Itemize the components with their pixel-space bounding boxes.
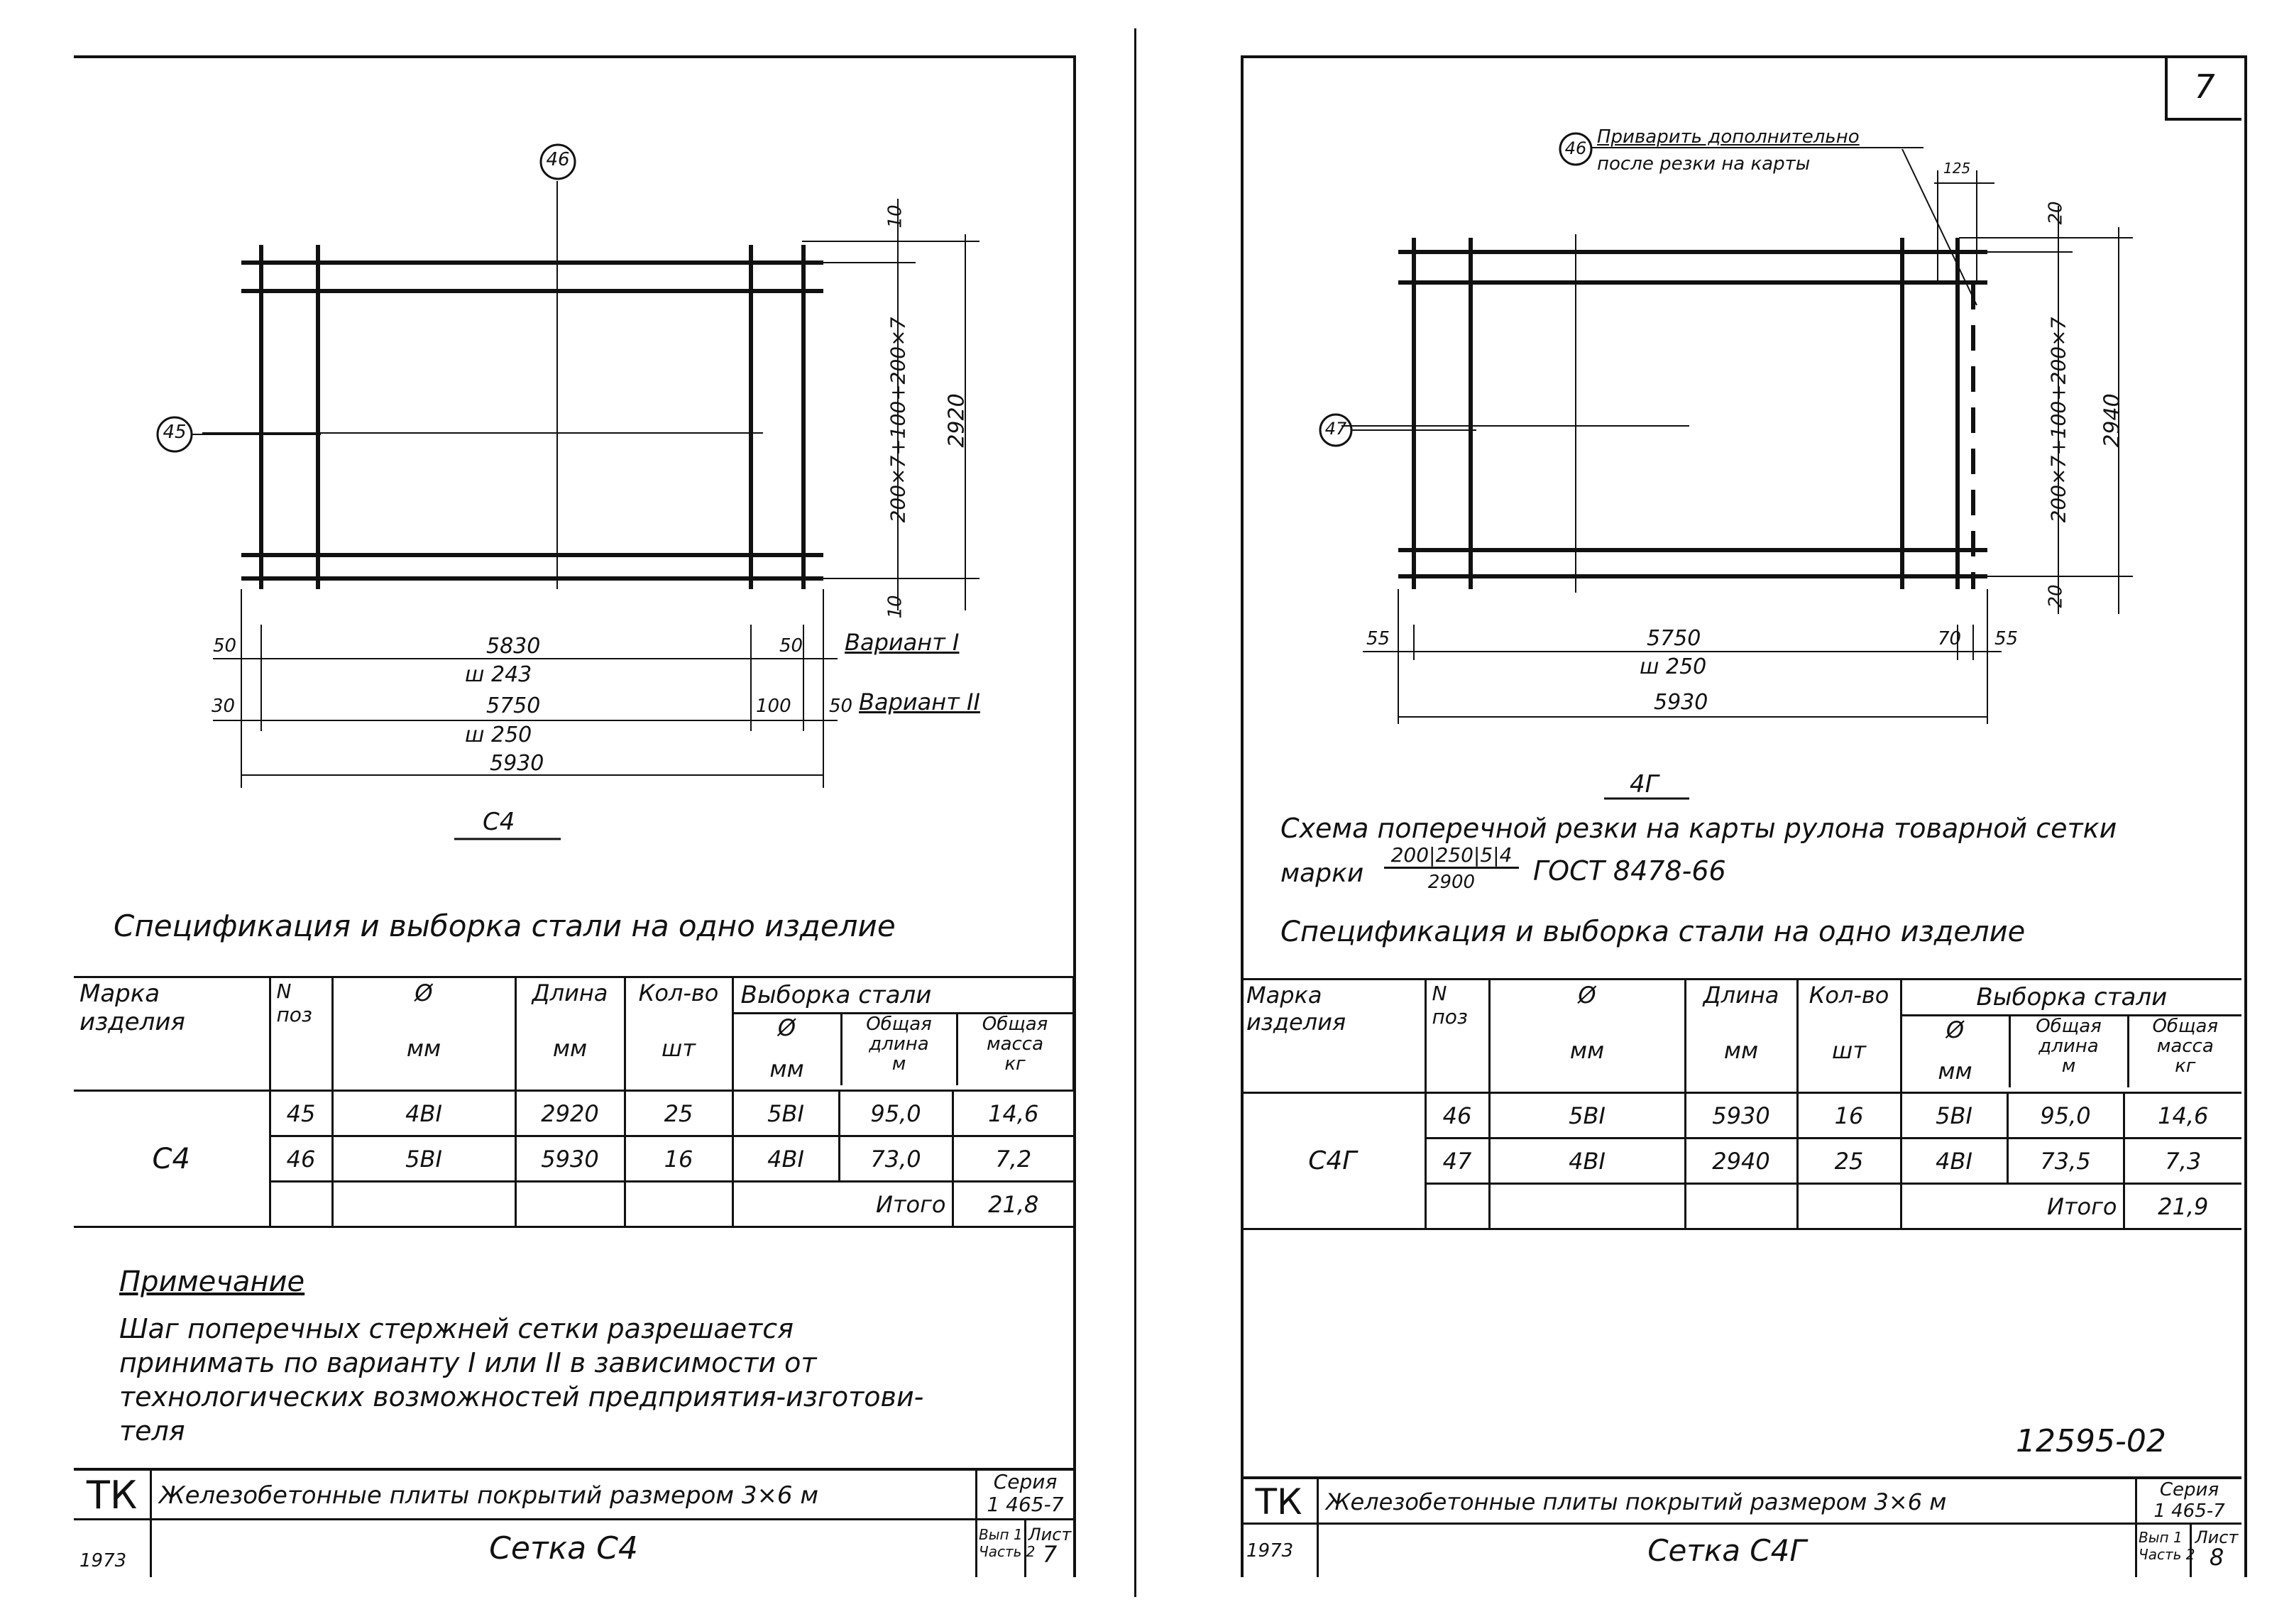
spec-title: Спецификация и выборка стали на одно изделие xyxy=(114,909,896,943)
dim-total: 5930 xyxy=(490,751,544,776)
td-dia: 5ВI xyxy=(332,1136,515,1182)
row1-variant: Вариант I xyxy=(845,629,960,656)
td-total-mass: 7,2 xyxy=(953,1136,1073,1182)
sheet-right xyxy=(1150,0,2294,1624)
title-block xyxy=(1241,1476,2241,1577)
td-steel-dia: 5ВI xyxy=(732,1091,839,1136)
td-qty: 25 xyxy=(625,1091,732,1136)
tb-sheet-title: Сетка С4 xyxy=(489,1530,638,1567)
td-pos: 45 xyxy=(270,1091,332,1136)
dim-vertical-total: 2920 xyxy=(944,393,970,448)
td-dia: 4ВI xyxy=(332,1091,515,1136)
callout-line-1: Приварить дополнительно xyxy=(1597,126,1860,148)
th-pos: N поз xyxy=(1425,980,1489,1093)
td-length: 5930 xyxy=(515,1136,625,1182)
tb-tk: ТК xyxy=(1241,1479,1319,1525)
td-total-len: 95,0 xyxy=(839,1091,953,1136)
marker-46-label: 46 xyxy=(1564,138,1587,158)
th-total-len: Общая длина м xyxy=(843,1014,958,1085)
scheme-prefix: марки xyxy=(1280,859,1364,888)
scheme-gost: ГОСТ 8478-66 xyxy=(1533,855,1726,887)
tb-tk: ТК xyxy=(74,1471,152,1520)
spec-table xyxy=(74,976,1075,1228)
marker-47-label: 47 xyxy=(1324,419,1347,439)
td-total-value: 21,8 xyxy=(953,1182,1073,1227)
row2-edge-left: 30 xyxy=(212,696,236,717)
dim-total: 5930 xyxy=(1654,690,1708,715)
tb-name: Железобетонные плиты покрытий размером 3×6 м xyxy=(1319,1479,2135,1525)
dim-length: 5750 xyxy=(1647,626,1701,651)
th-steel-dia: Ø мм xyxy=(1902,1016,2011,1087)
dim-bottom: 10 xyxy=(884,595,906,619)
row1-step: ш 243 xyxy=(465,662,532,687)
tb-year: 1973 xyxy=(1241,1525,1319,1577)
td-total-mass: 14,6 xyxy=(953,1091,1073,1136)
row2-edge-right2: 50 xyxy=(829,696,853,717)
doc-number: 12595-02 xyxy=(2016,1423,2166,1459)
note-line-3: технологических возможностей предприятия-изготови- xyxy=(119,1381,924,1412)
dim-top: 10 xyxy=(884,204,906,229)
th-steel-dia: Ø мм xyxy=(734,1014,843,1085)
row2-step: ш 250 xyxy=(465,723,532,747)
td-mark: С4 xyxy=(74,1091,270,1227)
td-total-value: 21,9 xyxy=(2124,1184,2241,1229)
note-line-1: Шаг поперечных стержней сетки разрешается xyxy=(119,1313,794,1344)
spec-table xyxy=(1241,978,2241,1230)
dim-edge-left: 55 xyxy=(1366,628,1390,649)
th-dia: Ø мм xyxy=(332,977,515,1091)
td-mark: С4Г xyxy=(1241,1093,1425,1229)
th-mark: Марка изделия xyxy=(1241,980,1425,1093)
scheme-denominator: 2900 xyxy=(1427,872,1476,893)
sheet-divider xyxy=(1134,28,1136,1597)
spec-title: Спецификация и выборка стали на одно изделие xyxy=(1280,916,2026,948)
td-total-len: 95,0 xyxy=(2007,1093,2124,1139)
tb-year: 1973 xyxy=(74,1520,152,1577)
td-qty: 16 xyxy=(1797,1093,1901,1139)
td-total-mass: 14,6 xyxy=(2124,1093,2241,1139)
td-pos: 46 xyxy=(1425,1093,1489,1139)
td-total-len: 73,5 xyxy=(2007,1139,2124,1184)
tb-list: Лист 7 xyxy=(1028,1525,1072,1568)
th-total-mass: Общая масса кг xyxy=(2152,1016,2219,1077)
row1-edge-left: 50 xyxy=(213,635,237,657)
td-qty: 25 xyxy=(1797,1139,1901,1184)
td-total-label: Итого xyxy=(732,1182,953,1227)
drawing-caption: 4Г xyxy=(1630,770,1659,799)
scheme-numerator: 200|250|5|4 xyxy=(1384,843,1519,869)
th-length: Длина мм xyxy=(515,977,625,1091)
row2-length: 5750 xyxy=(486,693,541,718)
dim-edge-right2: 55 xyxy=(1994,628,2019,649)
td-qty: 16 xyxy=(625,1136,732,1182)
th-steel-group: Выборка стали Ø мм Общая длина м Общая масса кг xyxy=(1901,980,2241,1093)
th-dia: Ø мм xyxy=(1489,980,1685,1093)
td-steel-dia: 4ВI xyxy=(732,1136,839,1182)
tb-vyp: Вып 1 Часть 2 xyxy=(2135,1525,2192,1577)
tb-series: Серия 1 465-7 xyxy=(975,1471,1073,1520)
td-total-len: 73,0 xyxy=(839,1136,953,1182)
th-length: Длина мм xyxy=(1685,980,1797,1093)
dim-top: 20 xyxy=(2045,201,2067,225)
td-steel-dia: 5ВI xyxy=(1901,1093,2007,1139)
th-qty: Кол-во шт xyxy=(625,977,732,1091)
tb-list: Лист 8 xyxy=(2195,1527,2239,1571)
marker-45-label: 45 xyxy=(163,422,187,443)
page-number: 7 xyxy=(2194,67,2215,106)
row2-edge-right: 100 xyxy=(756,696,791,717)
sheet-left xyxy=(0,0,1121,1624)
td-length: 2920 xyxy=(515,1091,625,1136)
th-total-mass: Общая масса кг xyxy=(982,1014,1048,1075)
drawing-caption: С4 xyxy=(483,808,515,836)
tb-sheet-title: Сетка С4Г xyxy=(1647,1533,1806,1568)
td-dia: 5ВI xyxy=(1489,1093,1685,1139)
th-total-len: Общая длина м xyxy=(2011,1016,2129,1087)
td-total-label: Итого xyxy=(1901,1184,2124,1229)
marker-46-label: 46 xyxy=(546,149,570,170)
tb-vyp: Вып 1 Часть 2 xyxy=(975,1520,1026,1577)
row2-variant: Вариант II xyxy=(859,688,980,715)
th-mark: Марка изделия xyxy=(74,977,270,1091)
dim-vertical-pitch: 200×7+100+200×7 xyxy=(2046,317,2070,523)
note-line-2: принимать по варианту I или II в зависимости от xyxy=(119,1347,817,1378)
dim-step: ш 250 xyxy=(1640,654,1707,679)
dim-125: 125 xyxy=(1943,160,1971,177)
td-length: 2940 xyxy=(1685,1139,1797,1184)
dim-vertical-pitch: 200×7+100+200×7 xyxy=(886,317,910,523)
tb-name: Железобетонные плиты покрытий размером 3×6 м xyxy=(152,1471,975,1520)
note-line-4: теля xyxy=(119,1415,185,1447)
th-qty: Кол-во шт xyxy=(1797,980,1901,1093)
row1-length: 5830 xyxy=(486,634,541,659)
th-pos: N поз xyxy=(270,977,332,1091)
td-pos: 46 xyxy=(270,1136,332,1182)
td-steel-dia: 4ВI xyxy=(1901,1139,2007,1184)
td-pos: 47 xyxy=(1425,1139,1489,1184)
dim-edge-right1: 70 xyxy=(1938,628,1962,649)
th-steel-group: Выборка стали Ø мм Общая длина м Общая масса кг xyxy=(732,977,1073,1091)
callout-line-2: после резки на карты xyxy=(1597,153,1811,175)
dim-bottom: 20 xyxy=(2045,584,2067,608)
tb-series: Серия 1 465-7 xyxy=(2135,1479,2241,1525)
td-length: 5930 xyxy=(1685,1093,1797,1139)
row1-edge-right: 50 xyxy=(779,635,803,657)
note-title: Примечание xyxy=(119,1266,305,1298)
dim-vertical-total: 2940 xyxy=(2100,393,2125,448)
scheme-line-1: Схема поперечной резки на карты рулона товарной сетки xyxy=(1280,813,2117,844)
td-total-mass: 7,3 xyxy=(2124,1139,2241,1184)
title-block xyxy=(74,1468,1073,1577)
td-dia: 4ВI xyxy=(1489,1139,1685,1184)
